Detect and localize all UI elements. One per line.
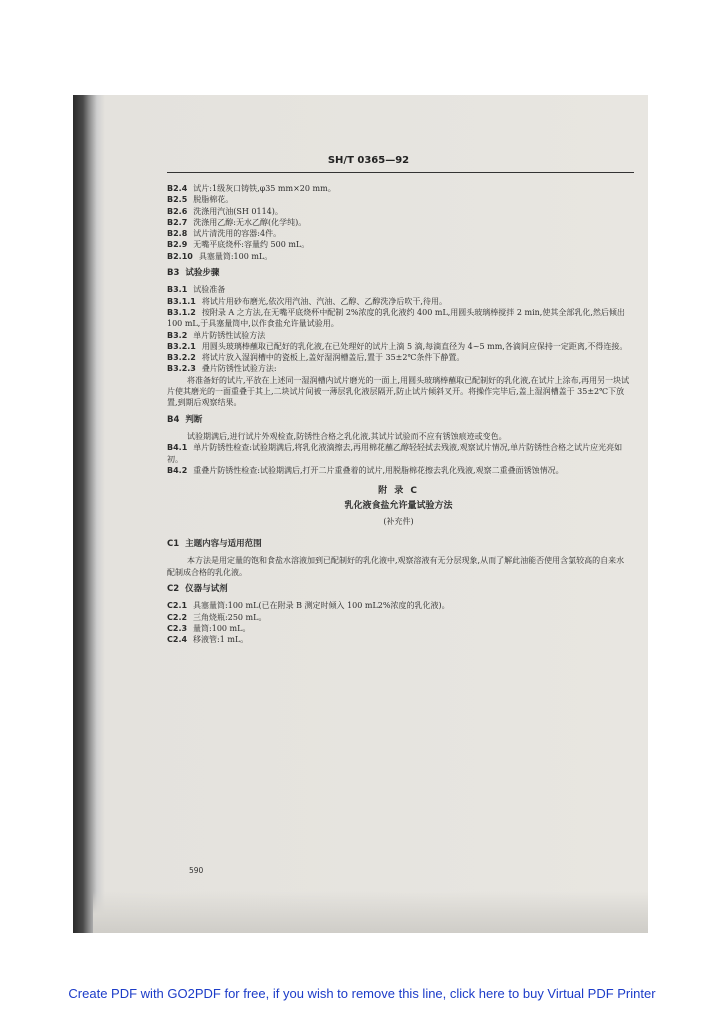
list-item: B2.4 试片:1级灰口铸铁,φ35 mm×20 mm。 (167, 184, 336, 193)
page-number: 590 (189, 866, 204, 875)
list-c2 (167, 600, 630, 645)
clause-b3-2: B3.2 单片防锈性试验方法 (167, 330, 266, 340)
page-area (97, 95, 648, 933)
section-heading-b3: B3 试验步骤 (167, 268, 220, 279)
clause-b3-1: B3.1 试验准备 (167, 285, 226, 295)
clause-b3-2-2: B3.2.2 将试片放入湿润槽中的瓷板上,盖好湿润槽盖后,置于 35±2℃条件下静置。 (167, 353, 465, 363)
list-b2 (167, 183, 630, 262)
scanned-page (73, 95, 648, 933)
clause-b3-1-1: B3.1.1 将试片用砂布磨光,依次用汽油、汽油、乙醇、乙醇洗净后吹干,待用。 (167, 296, 447, 306)
clause-b3-2-1: B3.2.1 用圆头玻璃棒蘸取已配好的乳化液,在已处理好的试片上滴 5 滴,每滴直径为 4~5 mm,各滴间应保持一定距离,不得连接。 (167, 341, 628, 351)
list-item: C2.4 移液管:1 mL。 (167, 635, 249, 645)
annex-title: 乳化液食盐允许量试验方法 (344, 501, 453, 512)
list-item: B2.9 无嘴平底烧杯:容量约 500 mL。 (167, 240, 310, 250)
paragraph-b4: 试验期满后,进行试片外观检查,防锈性合格之乳化液,其试片试验而不应有锈蚀痕迹或变色。 (187, 431, 507, 441)
annex-subtitle: (补充件) (383, 516, 414, 526)
go2pdf-footer-link[interactable]: Create PDF with GO2PDF for free, if you wish to remove this line, click here to buy Virtual PDF Printer (68, 986, 656, 1001)
list-item: C2.1 具塞量筒:100 mL(已在附录 B 测定时倾入 100 mL2%浓度的乳化液)。 (167, 601, 450, 611)
clause-b3-1-2: B3.1.2 按附录 A 之方法,在无嘴平底烧杯中配制 2%浓度的乳化液约 400 mL,用圆头玻璃棒搅拌 2 min,使其全部乳化,然后倾出 100 mL,于具塞量筒中,以作食盐允许量试验用。 (167, 307, 625, 329)
section-heading-b4: B4 判断 (167, 414, 203, 425)
page-content (167, 183, 630, 645)
page-header: SH/T 0365—92 (327, 155, 410, 166)
list-item: C2.2 三角烧瓶:250 mL。 (167, 612, 267, 622)
header-rule (167, 172, 634, 173)
section-heading-c1: C1 主题内容与适用范围 (167, 539, 262, 550)
list-item: B2.7 洗涤用乙醇:无水乙醇(化学纯)。 (167, 217, 307, 227)
annex-label: 附 录 C (378, 486, 419, 497)
list-item: B2.6 洗涤用汽油(SH 0114)。 (167, 206, 283, 216)
clause-b4-2: B4.2 重叠片防锈性检查:试验期满后,打开二片重叠着的试片,用脱脂棉花擦去乳化残液,观察二重叠面锈蚀情况。 (167, 465, 564, 475)
list-item: B2.5 脱脂棉花。 (167, 195, 234, 205)
paragraph-b3-2-3: 将准备好的试片,平放在上述同一湿润槽内试片磨光的一面上,用圆头玻璃棒蘸取已配制好的乳化液,在试片上涂布,再用另一块试片使其磨光的一面重叠于其上,二块试片间被一薄层乳化液层隔开,防止试片倾斜叉开。将操作完毕后,盖上湿润槽盖于 35±2℃下放置,到期后观察结果。 (167, 375, 630, 408)
clause-b3-2-3: B3.2.3 叠片防锈性试验方法: (167, 364, 277, 374)
list-item: B2.8 试片清洗用的容器:4件。 (167, 229, 282, 239)
annex-c-heading (167, 486, 630, 527)
paragraph-c1: 本方法是用定量的饱和食盐水溶液加到已配制好的乳化液中,观察溶液有无分层现象,从而了解此油能否使用含氯较高的自来水配制成合格的乳化液。 (167, 556, 625, 577)
list-item: C2.3 量筒:100 mL。 (167, 623, 251, 633)
clause-b4-1: B4.1 单片防锈性检查:试验期满后,将乳化液滴擦去,再用棉花蘸乙醇轻轻拭去残液,观察试片情况,单片防锈性合格之试片应光亮如初。 (167, 443, 623, 464)
section-heading-c2: C2 仪器与试剂 (167, 583, 228, 594)
list-item: B2.10 具塞量筒:100 mL。 (167, 251, 273, 261)
